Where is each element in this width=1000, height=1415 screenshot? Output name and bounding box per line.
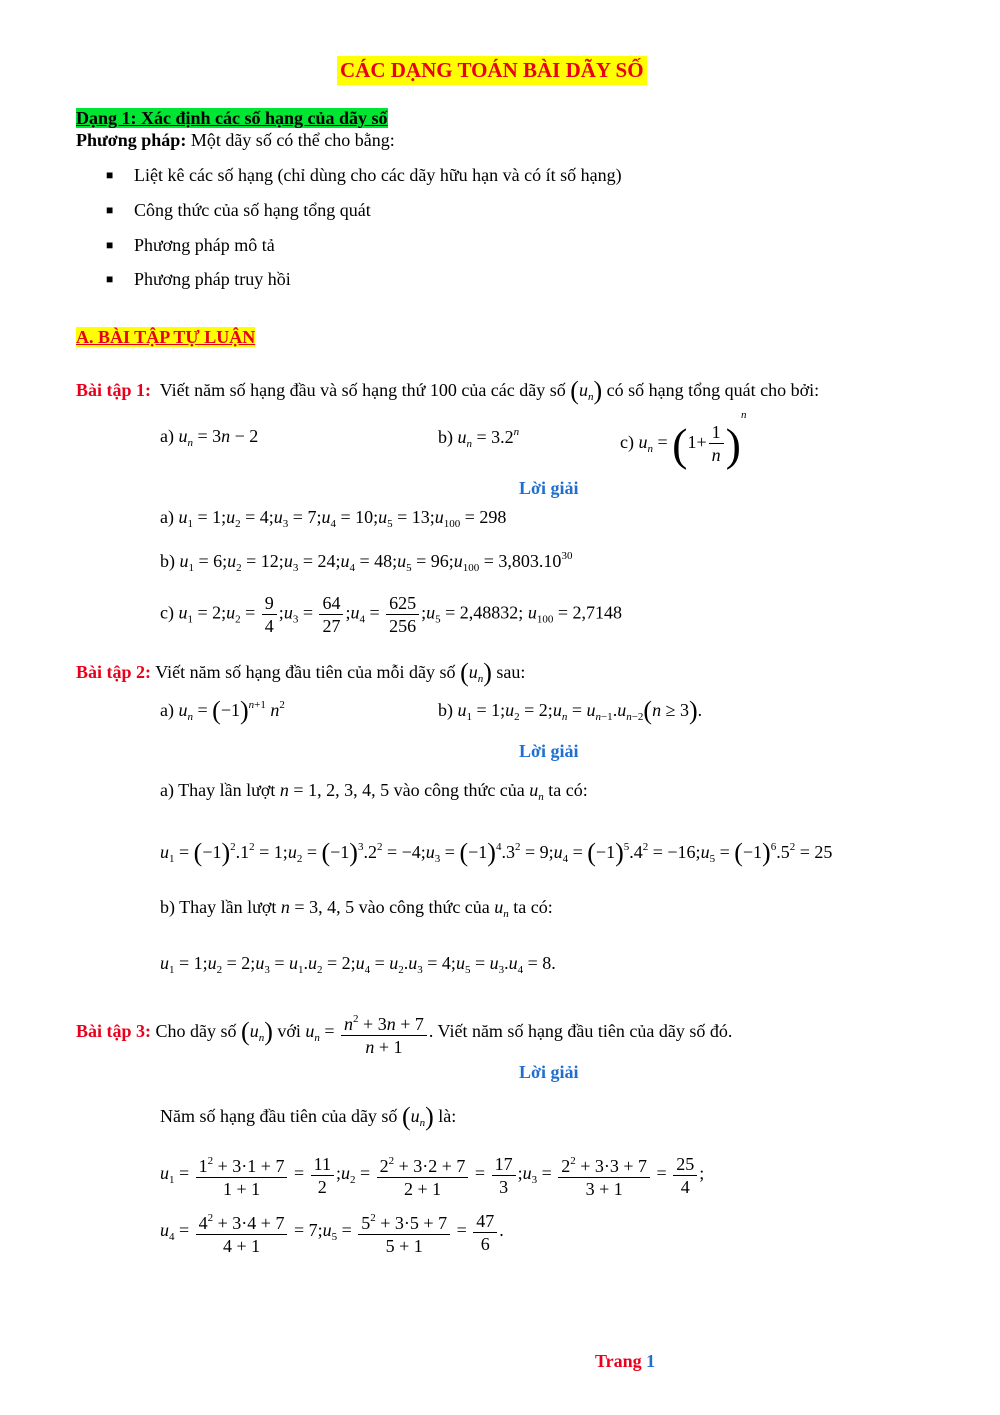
bt3-solution-line1: $u_1$ = $\frac{1^2 + 3\cdot 1 + 7}{1 + 1}$ = $\frac{11}{2}$ $;u_2$ = $\frac{2^2 + 3\cdot 2 + 7}{2 + 1}$ = $\frac{17}{3}$ $;u_3$ = $\frac{2^2 + 3\cdot 3 + 7}{3 + 1}$ = $\frac{25}{4}$ ; [160, 1150, 704, 1200]
method-line [76, 130, 395, 151]
dang1-heading-text: Dạng 1: Xác định các số hạng của dãy số [76, 108, 388, 128]
square-bullet-icon: ■ [106, 203, 114, 217]
bt1-solution-label: Lời giải [519, 478, 579, 498]
bt1-solution-a: a) $u_1$ = $1;u_2$ = $4;u_3$ = $7;u_4$ = $10;u_5$ = $13;u_{100} = 298$ [160, 507, 507, 530]
page-title: CÁC DẠNG TOÁN BÀI DÃY SỐ [337, 56, 647, 85]
bt2-statement [76, 658, 525, 688]
bt2-label: Bài tập 2: [76, 662, 152, 682]
bullet-item-1 [106, 165, 622, 186]
method-text: Một dãy số có thể cho bằng: [186, 130, 395, 150]
bt1-c-formula: c) $u_n = (1+$ $\frac{1}{n}$ )$^n$ [620, 409, 747, 470]
bt3-solution-line2: $u_4$ = $\frac{4^2 + 3\cdot 4 + 7}{4 + 1}$ = $7;u_5$ = $\frac{5^2 + 3\cdot 5 + 7}{5 + 1}$ = $\frac{47}{6}$ . [160, 1207, 504, 1257]
bt3-solution-intro: Năm số hạng đầu tiên của dãy số $(u_n)$ là: [160, 1102, 457, 1131]
bt2-a-formula: a) $u_n = (-1)^{n+1}$ $n^2$ [160, 696, 285, 725]
bt1-solution-c: c) $u_1$ = $2;u_2$ = $\frac{9}{4}$ $;u_3$ = $\frac{64}{27}$ $;u_4$ = $\frac{625}{256}$ $;u_5 = 2,48832$; $u_{100} = 2,7148$ [160, 593, 622, 636]
bullet-text-4: Phương pháp truy hồi [134, 269, 291, 289]
bt1-sequence-symbol: $(u_n)$ [570, 376, 603, 405]
bt3-label: Bài tập 3: [76, 1021, 152, 1042]
bt1-a-formula: a) $u_n = 3n - 2$ [160, 426, 259, 449]
bt1-statement [76, 376, 819, 406]
bt3-solution-label: Lời giải [519, 1062, 579, 1082]
square-bullet-icon: ■ [106, 168, 114, 182]
bt1-solution-b: b) $u_1$ = $6;u_2$ = $12;u_3$ = $24;u_4$ = $48;u_5$ = $96;u_{100} = 3,803.10^{30}$ [160, 550, 573, 574]
page-footer [595, 1351, 655, 1372]
bt2-solution-b-intro: b) Thay lần lượt n = 3, 4, 5 vào công thức của $u_n$ ta có: [160, 897, 553, 920]
section-a-heading [76, 327, 255, 348]
dang1-heading [76, 108, 388, 129]
square-bullet-icon: ■ [106, 238, 114, 252]
bullet-text-3: Phương pháp mô tả [134, 235, 275, 255]
bullet-item-3 [106, 235, 275, 256]
bt2-text-after: sau: [496, 662, 526, 682]
footer-label: Trang [595, 1351, 642, 1371]
bt2-b-formula: b) $u_1$ = $1;u_2$ = $2;u_n = u_{n-1}.u_{n-2}(n \ge 3)$. [438, 696, 703, 725]
bullet-item-4 [106, 269, 291, 290]
bt2-solution-a-values: $u_1 = (-1)^2.1^2$ = $1;u_2 = (-1)^3.2^2$ = $-4;u_3 = (-1)^4.3^2$ = $9;u_4 = (-1)^5.4^2$ = $-16;u_5 = (-1)^6.5^2 = 25$ [160, 838, 833, 867]
square-bullet-icon: ■ [106, 272, 114, 286]
bt3-statement: Bài tập 3: Cho dãy số $(u_n)$ với $u_n$ = $\frac{n^2 + 3n + 7}{n + 1}$ . Viết năm số hạng đầu tiên của dãy số đó. [76, 1008, 732, 1058]
bt2-solution-b-values: $u_1$ = $1;u_2$ = $2;u_3 = u_1.u_2$ = $2;u_4 = u_2.u_3$ = $4;u_5 = u_3.u_4 = 8$. [160, 953, 556, 976]
bt2-text-before: Viết năm số hạng đầu tiên của mỗi dãy số [155, 662, 456, 682]
bt2-solution-label: Lời giải [519, 741, 579, 761]
bt2-solution-a-intro: a) Thay lần lượt n = 1, 2, 3, 4, 5 vào công thức của $u_n$ ta có: [160, 780, 588, 803]
bt1-text-before: Viết năm số hạng đầu và số hạng thứ 100 của các dãy số [159, 380, 566, 400]
bullet-text-1: Liệt kê các số hạng (chỉ dùng cho các dãy hữu hạn và có ít số hạng) [134, 165, 622, 185]
bt1-label: Bài tập 1: [76, 380, 152, 400]
section-a-text: A. BÀI TẬP TỰ LUẬN [76, 327, 256, 347]
method-label: Phương pháp: [76, 130, 187, 150]
bt1-b-formula: b) $u_n = 3.2^n$ [438, 426, 520, 450]
bullet-item-2 [106, 200, 371, 221]
bt1-text-after: có số hạng tổng quát cho bởi: [606, 380, 820, 400]
bt2-sequence-symbol: $(u_n)$ [460, 658, 492, 687]
page-number: 1 [646, 1351, 656, 1371]
bullet-text-2: Công thức của số hạng tổng quát [134, 200, 371, 220]
